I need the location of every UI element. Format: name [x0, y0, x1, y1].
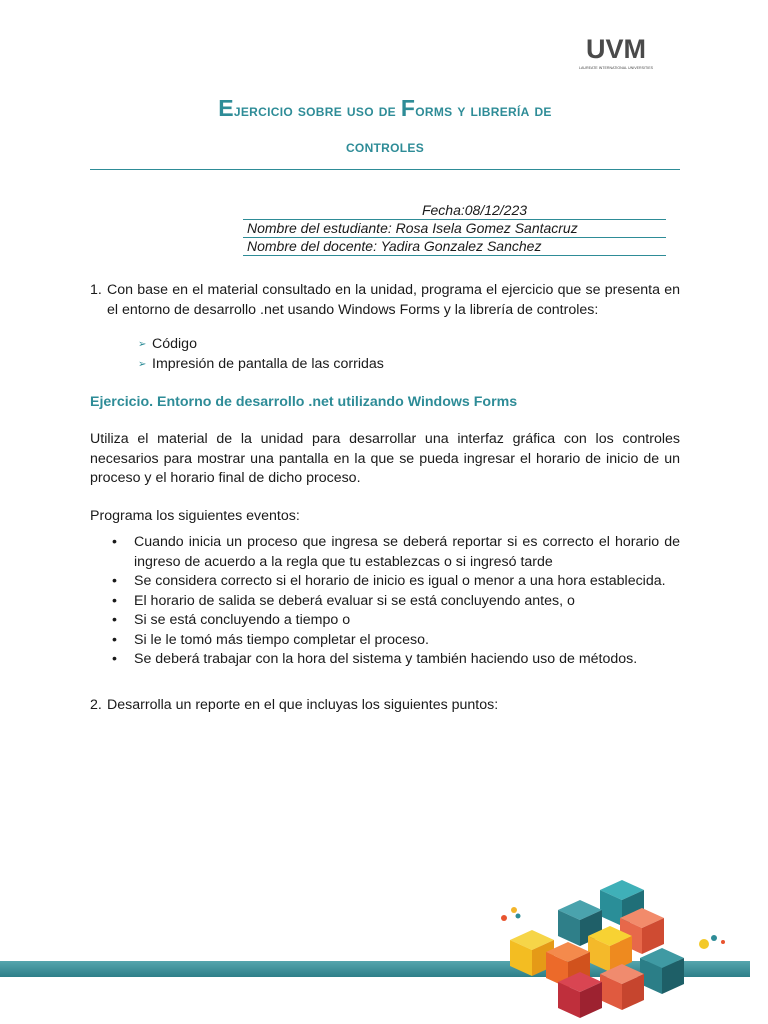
arrow-bullet-icon: ➢ — [138, 339, 147, 351]
decorative-cubes-graphic — [490, 878, 730, 1024]
teacher-name-line: Nombre del docente: Yadira Gonzalez Sanchez — [243, 238, 666, 256]
bullet-icon: • — [112, 573, 117, 589]
instruction-1: 1. Con base en el material consultado en la unidad, programa el ejercicio que se presenta en el entorno de desarrollo .net usando Windows Forms y la librería de controles: — [90, 282, 680, 318]
exercise-paragraph: Utiliza el material de la unidad para desarrollar una interfaz gráfica con los controles necesarios para mostrar una pantalla en la que se pueda ingresar el horario de inicio de un proceso y el horario final de dicho proceso. — [90, 431, 680, 486]
bullet-icon: • — [112, 651, 117, 667]
list-item: ➢ Código — [138, 335, 658, 355]
list-item: • Se deberá trabajar con la hora del sistema y también haciendo uso de métodos. — [112, 650, 680, 670]
list-item: ➢ Impresión de pantalla de las corridas — [138, 355, 658, 375]
student-name-line: Nombre del estudiante: Rosa Isela Gomez Santacruz — [243, 220, 666, 238]
date-line: Fecha:08/12/223 — [243, 202, 666, 220]
svg-text:UVM: UVM — [586, 36, 646, 64]
uvm-logo — [574, 36, 658, 72]
bullet-icon: • — [112, 631, 117, 648]
list-item: • Cuando inicia un proceso que ingresa se deberá reportar si es correcto el horario de ingreso de acuerdo a la regla que tu establezcas o si ingresó tarde — [112, 533, 680, 572]
arrow-bullet-icon: ➢ — [138, 359, 147, 371]
bullet-icon: • — [112, 534, 117, 550]
bullet-icon: • — [112, 592, 117, 609]
events-list — [112, 533, 680, 670]
svg-text:LAUREATE INTERNATIONAL UNIVERS: LAUREATE INTERNATIONAL UNIVERSITIES — [578, 66, 654, 70]
document-title: Ejercicio sobre uso de Forms y librería de controles — [218, 95, 552, 156]
list-item: • Si le le tomó más tiempo completar el proceso. — [112, 631, 680, 651]
list-item: • El horario de salida se deberá evaluar si se está concluyendo antes, o — [112, 592, 680, 612]
deliverables-list — [138, 335, 658, 375]
student-info — [243, 202, 666, 256]
list-item: • Si se está concluyendo a tiempo o — [112, 611, 680, 631]
events-intro: Programa los siguientes eventos: — [90, 508, 300, 524]
bullet-icon: • — [112, 612, 117, 628]
instruction-2: 2. Desarrolla un reporte en el que incluyas los siguientes puntos: — [90, 697, 499, 713]
title-divider — [90, 169, 680, 170]
list-item: • Se considera correcto si el horario de inicio es igual o menor a una hora establecida. — [112, 572, 680, 592]
exercise-heading: Ejercicio. Entorno de desarrollo .net utilizando Windows Forms — [90, 394, 518, 410]
